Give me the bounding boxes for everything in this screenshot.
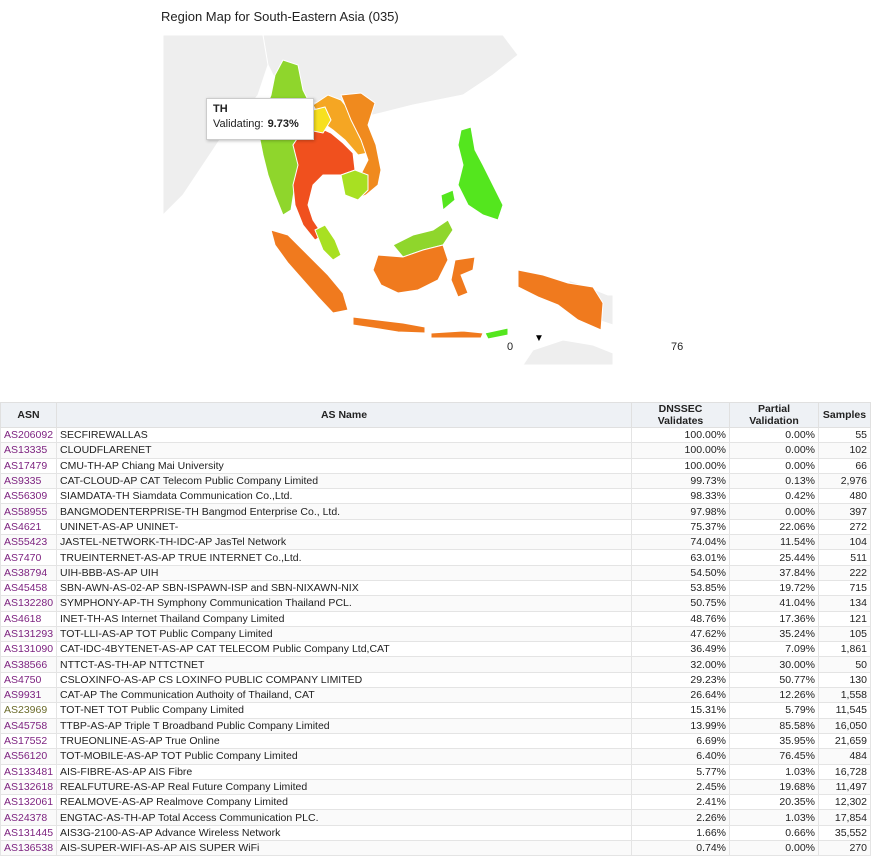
asn-link[interactable]: AS56309 bbox=[1, 489, 57, 504]
table-row bbox=[1, 672, 871, 687]
legend-marker-icon: ▼ bbox=[534, 333, 544, 344]
asn-link[interactable]: AS38566 bbox=[1, 657, 57, 672]
samples-cell: 11,545 bbox=[819, 703, 871, 718]
table-row bbox=[1, 519, 871, 534]
partial-cell: 11.54% bbox=[730, 535, 819, 550]
table-row bbox=[1, 825, 871, 840]
dnssec-cell: 100.00% bbox=[632, 428, 730, 443]
partial-cell: 35.24% bbox=[730, 626, 819, 641]
samples-cell: 480 bbox=[819, 489, 871, 504]
table-row bbox=[1, 443, 871, 458]
partial-cell: 37.84% bbox=[730, 565, 819, 580]
asn-link[interactable]: AS133481 bbox=[1, 764, 57, 779]
table-row bbox=[1, 473, 871, 488]
asn-link[interactable]: AS45458 bbox=[1, 580, 57, 595]
asn-link[interactable]: AS4618 bbox=[1, 611, 57, 626]
asn-link[interactable]: AS4750 bbox=[1, 672, 57, 687]
table-row bbox=[1, 642, 871, 657]
column-header-asn[interactable]: ASN bbox=[1, 403, 57, 428]
samples-cell: 1,861 bbox=[819, 642, 871, 657]
dnssec-cell: 97.98% bbox=[632, 504, 730, 519]
table-row bbox=[1, 703, 871, 718]
column-header-partial[interactable]: Partial Validation bbox=[730, 403, 819, 428]
as-name-cell: INET-TH-AS Internet Thailand Company Limited bbox=[57, 611, 632, 626]
dnssec-cell: 2.45% bbox=[632, 779, 730, 794]
partial-cell: 0.13% bbox=[730, 473, 819, 488]
asn-link[interactable]: AS206092 bbox=[1, 428, 57, 443]
asn-link[interactable]: AS17552 bbox=[1, 733, 57, 748]
table-row bbox=[1, 428, 871, 443]
table-row bbox=[1, 779, 871, 794]
samples-cell: 134 bbox=[819, 596, 871, 611]
table-header-row bbox=[1, 403, 871, 428]
asn-link[interactable]: AS45758 bbox=[1, 718, 57, 733]
table-row bbox=[1, 611, 871, 626]
asn-link[interactable]: AS58955 bbox=[1, 504, 57, 519]
samples-cell: 35,552 bbox=[819, 825, 871, 840]
asn-link[interactable]: AS131445 bbox=[1, 825, 57, 840]
asn-link[interactable]: AS38794 bbox=[1, 565, 57, 580]
partial-cell: 0.66% bbox=[730, 825, 819, 840]
table-row bbox=[1, 749, 871, 764]
samples-cell: 55 bbox=[819, 428, 871, 443]
partial-cell: 35.95% bbox=[730, 733, 819, 748]
legend-min: 0 bbox=[507, 341, 514, 353]
as-name-cell: CAT-IDC-4BYTENET-AS-AP CAT TELECOM Public Company Ltd,CAT bbox=[57, 642, 632, 657]
table-row bbox=[1, 841, 871, 856]
table-row bbox=[1, 764, 871, 779]
samples-cell: 50 bbox=[819, 657, 871, 672]
table-row bbox=[1, 626, 871, 641]
partial-cell: 0.00% bbox=[730, 841, 819, 856]
as-name-cell: SIAMDATA-TH Siamdata Communication Co.,Ltd. bbox=[57, 489, 632, 504]
table-row bbox=[1, 550, 871, 565]
as-name-cell: TRUEINTERNET-AS-AP TRUE INTERNET Co.,Ltd. bbox=[57, 550, 632, 565]
country-indonesia-java[interactable] bbox=[353, 317, 425, 333]
as-name-cell: AIS-SUPER-WIFI-AS-AP AIS SUPER WiFi bbox=[57, 841, 632, 856]
country-indonesia-papua[interactable] bbox=[518, 270, 603, 330]
asn-link[interactable]: AS24378 bbox=[1, 810, 57, 825]
samples-cell: 511 bbox=[819, 550, 871, 565]
table-row bbox=[1, 458, 871, 473]
dnssec-cell: 63.01% bbox=[632, 550, 730, 565]
table-row bbox=[1, 535, 871, 550]
as-name-cell: SECFIREWALLAS bbox=[57, 428, 632, 443]
dnssec-cell: 2.41% bbox=[632, 795, 730, 810]
table-row bbox=[1, 718, 871, 733]
partial-cell: 85.58% bbox=[730, 718, 819, 733]
samples-cell: 715 bbox=[819, 580, 871, 595]
region-map-svg bbox=[163, 35, 613, 365]
as-name-cell: AIS3G-2100-AS-AP Advance Wireless Network bbox=[57, 825, 632, 840]
samples-cell: 66 bbox=[819, 458, 871, 473]
partial-cell: 76.45% bbox=[730, 749, 819, 764]
partial-cell: 17.36% bbox=[730, 611, 819, 626]
table-row bbox=[1, 580, 871, 595]
asn-link[interactable]: AS7470 bbox=[1, 550, 57, 565]
dnssec-cell: 29.23% bbox=[632, 672, 730, 687]
as-name-cell: TOT-NET TOT Public Company Limited bbox=[57, 703, 632, 718]
asn-link[interactable]: AS132280 bbox=[1, 596, 57, 611]
as-name-cell: ENGTAC-AS-TH-AP Total Access Communication PLC. bbox=[57, 810, 632, 825]
as-name-cell: TRUEONLINE-AS-AP True Online bbox=[57, 733, 632, 748]
country-malaysia-peninsula[interactable] bbox=[315, 225, 341, 260]
as-name-cell: SBN-AWN-AS-02-AP SBN-ISPAWN-ISP and SBN-NIXAWN-NIX bbox=[57, 580, 632, 595]
as-name-cell: CAT-AP The Communication Authoity of Thailand, CAT bbox=[57, 688, 632, 703]
dnssec-cell: 47.62% bbox=[632, 626, 730, 641]
as-name-cell: CMU-TH-AP Chiang Mai University bbox=[57, 458, 632, 473]
samples-cell: 102 bbox=[819, 443, 871, 458]
partial-cell: 20.35% bbox=[730, 795, 819, 810]
asn-link[interactable]: AS13335 bbox=[1, 443, 57, 458]
country-indonesia-nusa[interactable] bbox=[431, 331, 483, 338]
samples-cell: 17,854 bbox=[819, 810, 871, 825]
partial-cell: 5.79% bbox=[730, 703, 819, 718]
partial-cell: 0.42% bbox=[730, 489, 819, 504]
as-name-cell: TOT-LLI-AS-AP TOT Public Company Limited bbox=[57, 626, 632, 641]
as-name-cell: BANGMODENTERPRISE-TH Bangmod Enterprise Co., Ltd. bbox=[57, 504, 632, 519]
as-name-cell: REALMOVE-AS-AP Realmove Company Limited bbox=[57, 795, 632, 810]
dnssec-cell: 50.75% bbox=[632, 596, 730, 611]
asn-link[interactable]: AS17479 bbox=[1, 458, 57, 473]
asn-link[interactable]: AS56120 bbox=[1, 749, 57, 764]
table-row bbox=[1, 810, 871, 825]
dnssec-cell: 53.85% bbox=[632, 580, 730, 595]
dnssec-cell: 75.37% bbox=[632, 519, 730, 534]
partial-cell: 30.00% bbox=[730, 657, 819, 672]
table-row bbox=[1, 733, 871, 748]
as-name-cell: NTTCT-AS-TH-AP NTTCTNET bbox=[57, 657, 632, 672]
asn-link[interactable]: AS9931 bbox=[1, 688, 57, 703]
asn-link[interactable]: AS132618 bbox=[1, 779, 57, 794]
table-row bbox=[1, 596, 871, 611]
country-indonesia-sulawesi[interactable] bbox=[451, 257, 475, 297]
partial-cell: 0.00% bbox=[730, 458, 819, 473]
dnssec-cell: 13.99% bbox=[632, 718, 730, 733]
as-name-cell: CAT-CLOUD-AP CAT Telecom Public Company Limited bbox=[57, 473, 632, 488]
samples-cell: 2,976 bbox=[819, 473, 871, 488]
samples-cell: 272 bbox=[819, 519, 871, 534]
as-name-cell: JASTEL-NETWORK-TH-IDC-AP JasTel Network bbox=[57, 535, 632, 550]
map-tooltip bbox=[206, 98, 314, 140]
dnssec-cell: 6.40% bbox=[632, 749, 730, 764]
partial-cell: 41.04% bbox=[730, 596, 819, 611]
legend-max: 76 bbox=[671, 341, 684, 353]
samples-cell: 104 bbox=[819, 535, 871, 550]
as-name-cell: UNINET-AS-AP UNINET- bbox=[57, 519, 632, 534]
dnssec-cell: 5.77% bbox=[632, 764, 730, 779]
partial-cell: 0.00% bbox=[730, 504, 819, 519]
dnssec-cell: 26.64% bbox=[632, 688, 730, 703]
dnssec-cell: 15.31% bbox=[632, 703, 730, 718]
samples-cell: 222 bbox=[819, 565, 871, 580]
partial-cell: 25.44% bbox=[730, 550, 819, 565]
dnssec-cell: 54.50% bbox=[632, 565, 730, 580]
partial-cell: 50.77% bbox=[730, 672, 819, 687]
dnssec-cell: 1.66% bbox=[632, 825, 730, 840]
asn-table bbox=[0, 402, 871, 856]
as-name-cell: UIH-BBB-AS-AP UIH bbox=[57, 565, 632, 580]
partial-cell: 22.06% bbox=[730, 519, 819, 534]
asn-link[interactable]: AS132061 bbox=[1, 795, 57, 810]
partial-cell: 0.00% bbox=[730, 428, 819, 443]
table-row bbox=[1, 565, 871, 580]
as-name-cell: SYMPHONY-AP-TH Symphony Communication Thailand PCL. bbox=[57, 596, 632, 611]
partial-cell: 19.68% bbox=[730, 779, 819, 794]
samples-cell: 16,728 bbox=[819, 764, 871, 779]
tooltip-value: 9.73% bbox=[267, 118, 299, 130]
partial-cell: 1.03% bbox=[730, 810, 819, 825]
as-name-cell: TOT-MOBILE-AS-AP TOT Public Company Limited bbox=[57, 749, 632, 764]
partial-cell: 0.00% bbox=[730, 443, 819, 458]
samples-cell: 11,497 bbox=[819, 779, 871, 794]
tooltip-country-code: TH bbox=[213, 103, 228, 115]
samples-cell: 21,659 bbox=[819, 733, 871, 748]
asn-link[interactable]: AS4621 bbox=[1, 519, 57, 534]
partial-cell: 19.72% bbox=[730, 580, 819, 595]
as-name-cell: TTBP-AS-AP Triple T Broadband Public Company Limited bbox=[57, 718, 632, 733]
country-timor-leste[interactable] bbox=[485, 328, 508, 339]
table-row bbox=[1, 489, 871, 504]
dnssec-cell: 0.74% bbox=[632, 841, 730, 856]
table-row bbox=[1, 688, 871, 703]
column-header-samples[interactable]: Samples bbox=[819, 403, 871, 428]
asn-link[interactable]: AS131090 bbox=[1, 642, 57, 657]
dnssec-cell: 100.00% bbox=[632, 458, 730, 473]
tooltip-label: Validating: bbox=[213, 118, 264, 130]
dnssec-cell: 100.00% bbox=[632, 443, 730, 458]
asn-link[interactable]: AS55423 bbox=[1, 535, 57, 550]
dnssec-cell: 32.00% bbox=[632, 657, 730, 672]
as-name-cell: AIS-FIBRE-AS-AP AIS Fibre bbox=[57, 764, 632, 779]
map-title: Region Map for South-Eastern Asia (035) bbox=[161, 9, 399, 24]
column-header-dnssec[interactable]: DNSSEC Validates bbox=[632, 403, 730, 428]
samples-cell: 484 bbox=[819, 749, 871, 764]
dnssec-cell: 48.76% bbox=[632, 611, 730, 626]
dnssec-cell: 99.73% bbox=[632, 473, 730, 488]
dnssec-cell: 6.69% bbox=[632, 733, 730, 748]
partial-cell: 7.09% bbox=[730, 642, 819, 657]
partial-cell: 1.03% bbox=[730, 764, 819, 779]
table-row bbox=[1, 795, 871, 810]
as-name-cell: CSLOXINFO-AS-AP CS LOXINFO PUBLIC COMPANY LIMITED bbox=[57, 672, 632, 687]
column-header-as-name[interactable]: AS Name bbox=[57, 403, 632, 428]
partial-cell: 12.26% bbox=[730, 688, 819, 703]
dnssec-cell: 98.33% bbox=[632, 489, 730, 504]
samples-cell: 397 bbox=[819, 504, 871, 519]
as-name-cell: CLOUDFLARENET bbox=[57, 443, 632, 458]
samples-cell: 105 bbox=[819, 626, 871, 641]
country-philippines[interactable] bbox=[458, 127, 503, 220]
asn-link[interactable]: AS9335 bbox=[1, 473, 57, 488]
country-philippines-palawan[interactable] bbox=[441, 190, 455, 210]
samples-cell: 270 bbox=[819, 841, 871, 856]
table-row bbox=[1, 504, 871, 519]
asn-link[interactable]: AS23969 bbox=[1, 703, 57, 718]
table-body bbox=[1, 428, 871, 856]
samples-cell: 16,050 bbox=[819, 718, 871, 733]
dnssec-cell: 74.04% bbox=[632, 535, 730, 550]
region-map[interactable] bbox=[163, 35, 613, 365]
samples-cell: 130 bbox=[819, 672, 871, 687]
asn-link[interactable]: AS131293 bbox=[1, 626, 57, 641]
samples-cell: 121 bbox=[819, 611, 871, 626]
asn-link[interactable]: AS136538 bbox=[1, 841, 57, 856]
as-name-cell: REALFUTURE-AS-AP Real Future Company Limited bbox=[57, 779, 632, 794]
samples-cell: 12,302 bbox=[819, 795, 871, 810]
dnssec-cell: 36.49% bbox=[632, 642, 730, 657]
table-row bbox=[1, 657, 871, 672]
dnssec-cell: 2.26% bbox=[632, 810, 730, 825]
samples-cell: 1,558 bbox=[819, 688, 871, 703]
